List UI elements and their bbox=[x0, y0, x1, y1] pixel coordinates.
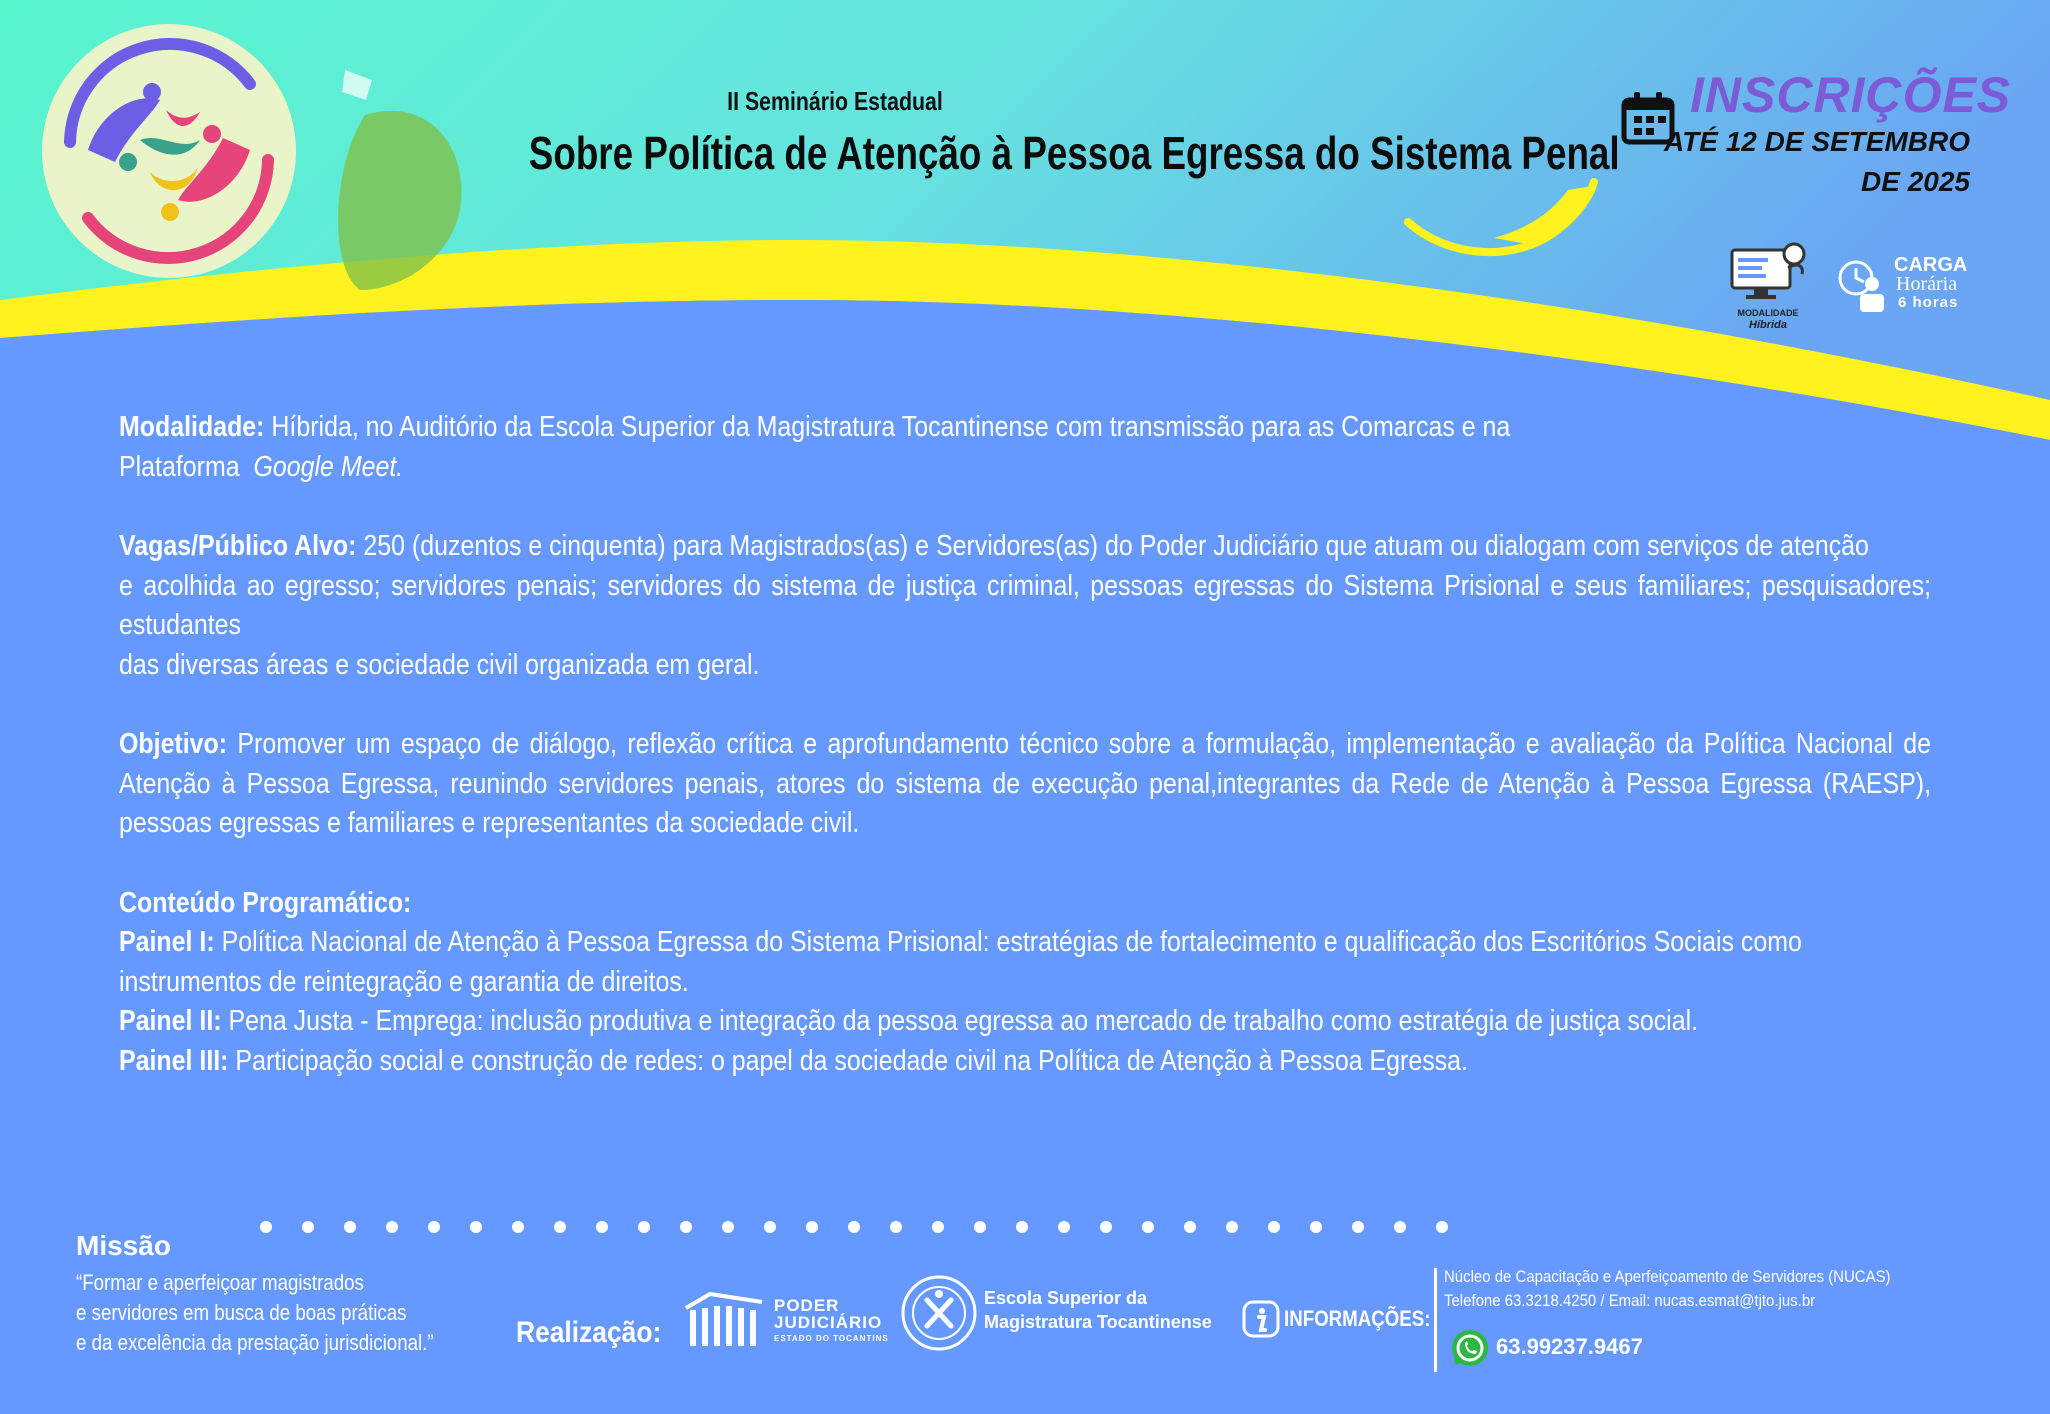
computer-icon bbox=[1728, 240, 1810, 300]
page-title: Sobre Política de Atenção à Pessoa Egressa do Sistema Penal bbox=[528, 127, 1620, 179]
mission-line-1: “Formar e aperfeiçoar magistrados bbox=[76, 1270, 364, 1295]
info-label: INFORMAÇÕES: bbox=[1284, 1306, 1431, 1331]
judiciary-name-2: JUDICIÁRIO bbox=[774, 1313, 883, 1332]
workload-label: CARGA bbox=[1894, 254, 1968, 276]
contact-phone-email[interactable]: Telefone 63.3218.4250 / Email: nucas.esmat@tjto.jus.br bbox=[1444, 1291, 1816, 1310]
registration-block bbox=[1620, 66, 2012, 206]
school-name-1: Escola Superior da bbox=[984, 1288, 1148, 1308]
dotted-divider bbox=[260, 1221, 1448, 1233]
modality-text: Híbrida, no Auditório da Escola Superior da Magistratura Tocantinense com transmissão para as Comarcas e na bbox=[271, 411, 1511, 443]
panel-1-text: Política Nacional de Atenção à Pessoa Egressa do Sistema Prisional: estratégias de fortalecimento e qualificação dos Escritórios Sociais como instrumentos de reintegração e garantia de direitos. bbox=[119, 926, 1802, 998]
program-paragraph bbox=[119, 884, 1931, 1082]
objective-paragraph bbox=[119, 725, 1931, 844]
seminar-logo bbox=[40, 22, 298, 280]
mission-title: Missão bbox=[76, 1230, 171, 1261]
organizer-label: Realização: bbox=[516, 1316, 662, 1349]
judiciary-name-1: PODER bbox=[774, 1296, 840, 1315]
mission-line-2: e servidores em busca de boas práticas bbox=[76, 1300, 407, 1325]
contact-department: Núcleo de Capacitação e Aperfeiçoamento de Servidores (NUCAS) bbox=[1444, 1267, 1891, 1286]
contact-divider bbox=[1434, 1268, 1437, 1372]
mission-line-3: e da excelência da prestação jurisdicional.” bbox=[76, 1330, 434, 1355]
school-seal-icon bbox=[900, 1274, 978, 1352]
registration-deadline: ATÉ 12 DE SETEMBRO bbox=[1664, 126, 1970, 157]
clock-person-icon bbox=[1838, 256, 1886, 316]
audience-text-3: das diversas áreas e sociedade civil organizada em geral. bbox=[119, 648, 760, 681]
objective-text: Promover um espaço de diálogo, reflexão crítica e aprofundamento técnico sobre a formulação, implementação e avaliação da Política Nacional de Atenção à Pessoa Egressa, reunindo servidores penais, atores do sistema de execução penal,integrantes da Rede de Atenção à Pessoa Egressa (RAESP), pessoas egressas e familiares e representantes da sociedade civil. bbox=[119, 728, 1932, 839]
whatsapp-icon bbox=[1450, 1328, 1490, 1368]
panel-3-text: Participação social e construção de redes: o papel da sociedade civil na Política de Atenção à Pessoa Egressa. bbox=[235, 1044, 1468, 1077]
registration-deadline-year: DE 2025 bbox=[1861, 166, 1970, 197]
event-details bbox=[119, 408, 1931, 1081]
mission-text bbox=[76, 1268, 484, 1358]
seminar-edition: II Seminário Estadual bbox=[727, 86, 943, 116]
info-icon bbox=[1242, 1300, 1280, 1338]
panel-2-text: Pena Justa - Emprega: inclusão produtiva e integração da pessoa egressa ao mercado de trabalho como estratégia de justiça social. bbox=[228, 1005, 1699, 1037]
modality-paragraph bbox=[119, 408, 1931, 487]
modality-label: MODALIDADE bbox=[1737, 308, 1799, 318]
panel-2-heading: Painel II: bbox=[119, 1005, 222, 1037]
modality-platform: Plataforma bbox=[119, 450, 240, 483]
audience-heading: Vagas/Público Alvo: bbox=[119, 530, 357, 562]
registration-title: INSCRIÇÕES bbox=[1690, 67, 2012, 123]
whatsapp-number[interactable]: 63.99237.9467 bbox=[1496, 1334, 1643, 1359]
judiciary-building-icon bbox=[682, 1290, 768, 1350]
workload-value: 6 horas bbox=[1898, 294, 1959, 311]
judiciary-state: ESTADO DO TOCANTINS bbox=[774, 1334, 889, 1343]
modality-heading: Modalidade: bbox=[119, 411, 265, 443]
panel-3-heading: Painel III: bbox=[119, 1044, 229, 1077]
program-heading: Conteúdo Programático: bbox=[119, 886, 412, 919]
workload-sub: Horária bbox=[1896, 273, 1958, 295]
modality-value: Híbrida bbox=[1749, 319, 1787, 331]
audience-paragraph bbox=[119, 527, 1931, 685]
modality-platform-name: Google Meet. bbox=[253, 450, 404, 483]
panel-1-heading: Painel I: bbox=[119, 926, 215, 958]
audience-text-1: 250 (duzentos e cinquenta) para Magistrados(as) e Servidores(as) do Poder Judiciário que atuam ou dialogam com serviços de atenção bbox=[363, 530, 1869, 562]
audience-text-2: e acolhida ao egresso; servidores penais; servidores do sistema de justiça criminal, pessoas egressas do Sistema Prisional e seus familiares; pesquisadores; estudantes bbox=[119, 569, 1932, 641]
school-name-2: Magistratura Tocantinense bbox=[984, 1312, 1212, 1332]
objective-heading: Objetivo: bbox=[119, 728, 228, 760]
